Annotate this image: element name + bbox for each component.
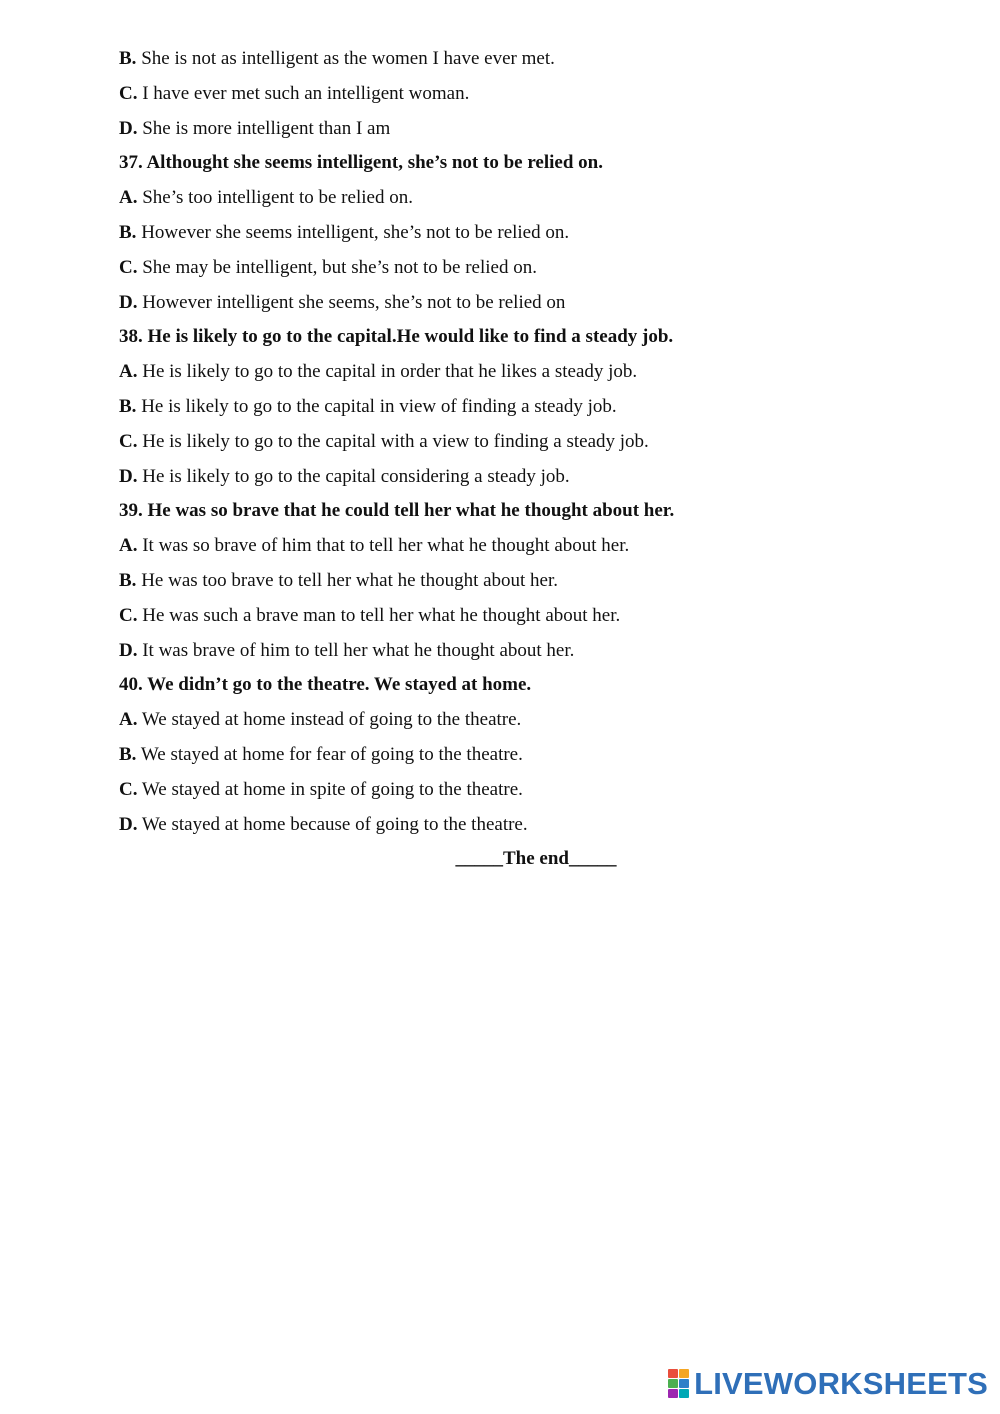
option-letter: D. xyxy=(119,117,138,139)
option-text: She is not as intelligent as the women I have ever met. xyxy=(136,48,555,69)
option-text: She’s too intelligent to be relied on. xyxy=(137,187,413,209)
question-40: 40. We didn’t go to the theatre. We stayed at home. xyxy=(119,674,532,696)
logo-square xyxy=(668,1379,678,1388)
option-letter: B. xyxy=(119,395,137,417)
option-letter: A. xyxy=(119,187,138,209)
option-text: We stayed at home instead of going to the theatre. xyxy=(137,709,522,731)
option-text: He is likely to go to the capital in order that he likes a steady job. xyxy=(137,361,638,383)
option-letter: A. xyxy=(119,709,138,731)
option-line xyxy=(119,181,939,216)
option-line xyxy=(119,738,939,773)
option-line xyxy=(119,703,939,738)
question-38: 38. He is likely to go to the capital.He would like to find a steady job. xyxy=(119,326,674,348)
option-text: He is likely to go to the capital in view of finding a steady job. xyxy=(136,395,617,417)
option-line xyxy=(119,251,939,286)
logo-square xyxy=(679,1389,689,1398)
option-letter: D. xyxy=(119,465,138,487)
option-line xyxy=(119,390,939,425)
option-line xyxy=(119,42,939,77)
option-line xyxy=(119,529,939,564)
option-text: He is likely to go to the capital with a view to finding a steady job. xyxy=(137,430,649,452)
option-letter: B. xyxy=(119,48,137,69)
option-letter: B. xyxy=(119,569,137,591)
option-letter: A. xyxy=(119,361,138,383)
logo-text: LIVEWORKSHEETS xyxy=(694,1366,988,1401)
option-text: She is more intelligent than I am xyxy=(137,117,391,139)
worksheet-body xyxy=(119,42,939,842)
question-37: 37. Althought she seems intelligent, she’s not to be relied on. xyxy=(119,152,603,174)
option-text: It was brave of him to tell her what he thought about her. xyxy=(137,639,575,661)
option-letter: C. xyxy=(119,430,138,452)
option-text: However she seems intelligent, she’s not to be relied on. xyxy=(136,221,570,243)
option-line xyxy=(119,460,939,495)
option-text: We stayed at home for fear of going to the theatre. xyxy=(136,743,523,765)
logo-square xyxy=(668,1369,678,1378)
logo-square xyxy=(679,1379,689,1388)
liveworksheets-logo[interactable] xyxy=(668,1366,988,1402)
option-text: He is likely to go to the capital considering a steady job. xyxy=(137,465,570,487)
option-line xyxy=(119,216,939,251)
option-text: We stayed at home because of going to the theatre. xyxy=(137,813,528,835)
option-text: She may be intelligent, but she’s not to be relied on. xyxy=(137,256,537,278)
option-letter: B. xyxy=(119,743,137,765)
option-text: However intelligent she seems, she’s not to be relied on xyxy=(137,291,566,313)
option-letter: D. xyxy=(119,639,138,661)
option-letter: B. xyxy=(119,221,137,243)
option-text: It was so brave of him that to tell her what he thought about her. xyxy=(137,535,630,557)
option-line xyxy=(119,425,939,460)
option-text: He was too brave to tell her what he thought about her. xyxy=(136,569,559,591)
option-text: He was such a brave man to tell her what he thought about her. xyxy=(137,604,621,626)
logo-square xyxy=(679,1369,689,1378)
option-line xyxy=(119,808,939,843)
option-letter: A. xyxy=(119,535,138,557)
option-letter: D. xyxy=(119,291,138,313)
option-line xyxy=(119,286,939,321)
option-text: I have ever met such an intelligent woman. xyxy=(137,82,470,104)
option-line xyxy=(119,634,939,669)
option-line xyxy=(119,77,939,112)
question-39: 39. He was so brave that he could tell her what he thought about her. xyxy=(119,500,675,522)
option-letter: C. xyxy=(119,256,138,278)
option-letter: C. xyxy=(119,604,138,626)
logo-square xyxy=(668,1389,678,1398)
option-letter: C. xyxy=(119,82,138,104)
option-letter: D. xyxy=(119,813,138,835)
option-line xyxy=(119,564,939,599)
option-line xyxy=(119,355,939,390)
option-text: We stayed at home in spite of going to the theatre. xyxy=(137,778,523,800)
option-line xyxy=(119,112,939,147)
liveworksheets-logo-icon xyxy=(668,1369,690,1399)
option-line xyxy=(119,773,939,808)
the-end-marker: _____The end_____ xyxy=(455,848,617,869)
option-letter: C. xyxy=(119,778,138,800)
option-line xyxy=(119,599,939,634)
